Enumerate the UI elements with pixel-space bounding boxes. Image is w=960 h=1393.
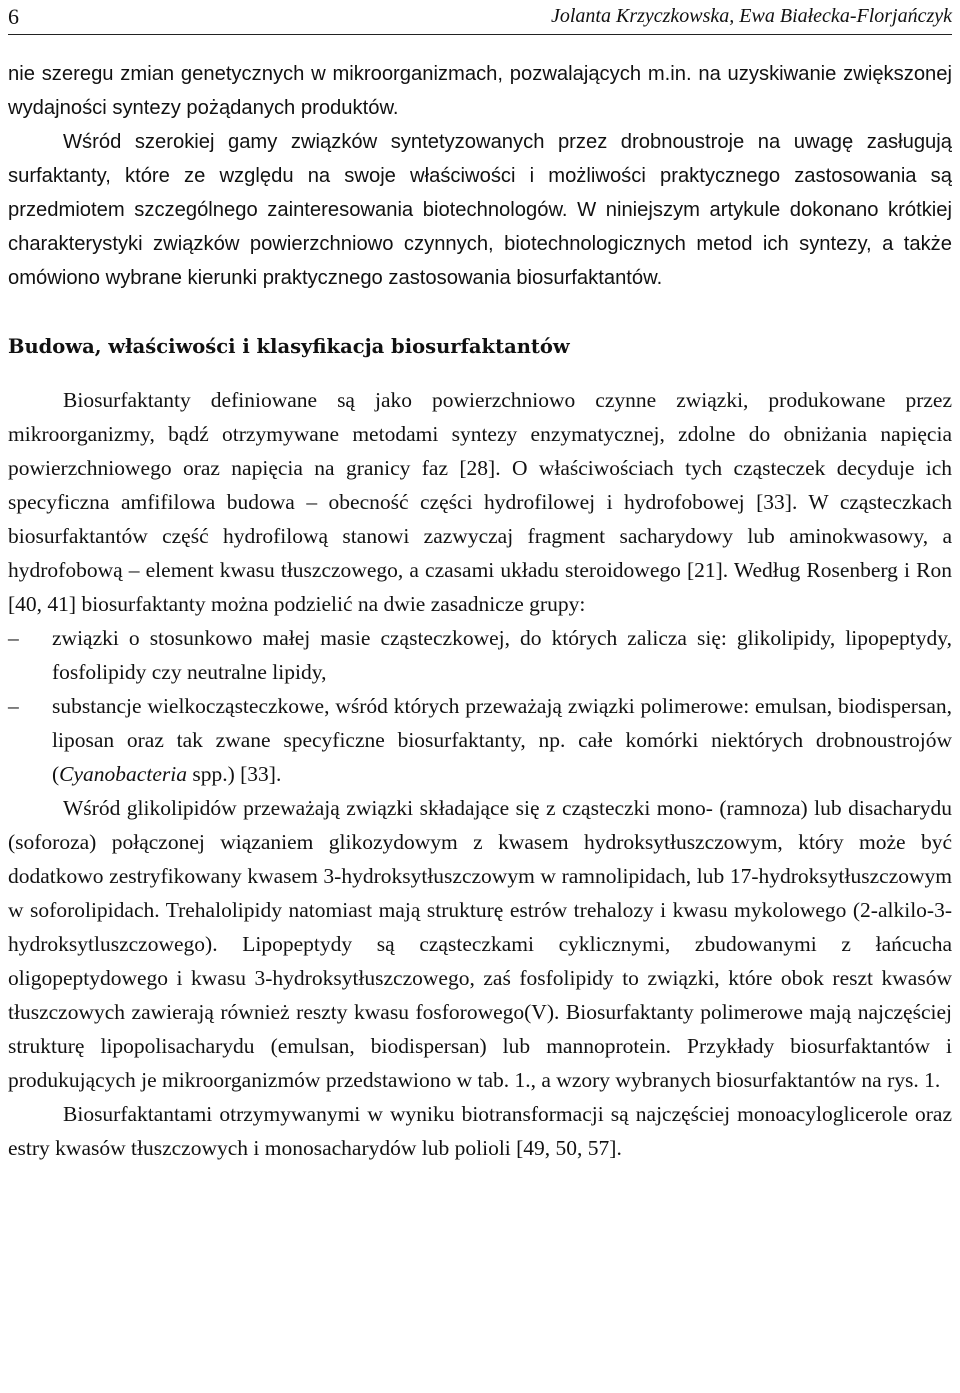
list-item: [8, 621, 952, 689]
list-dash: –: [8, 694, 19, 718]
list-item-text: substancje wielkocząsteczkowe, wśród których przeważają związki polimerowe: emulsan, biodispersan, liposan oraz tak zwane specyficzne biosurfaktanty, np. całe komórki niektórych drobnoustrojów (: [52, 694, 952, 786]
running-header-authors: Jolanta Krzyczkowska, Ewa Białecka-Florjańczyk: [550, 5, 952, 27]
section-heading: Budowa, właściwości i klasyfikacja biosurfaktantów: [8, 335, 570, 358]
species-name: Cyanobacteria: [59, 762, 187, 786]
body-paragraph-glycolipids: Wśród glikolipidów przeważają związki składające się z cząsteczki mono- (ramnoza) lub disacharydu (soforoza) połączonej wiązaniem glikozydowym z kwasem hydroksytłuszczowym, który może być dodatkowo zestryfikowany kwasem 3-hydroksytłuszczowym w ramnolipidach, lub 17-hydroksytłuszczowym w soforolipidach. Trehalolipidy natomiast mają strukturę estrów trehalozy i kwasu mykolowego (2-alkilo-3-hydroksytluszczowego). Lipopeptydy są cząsteczkami cyklicznymi, zbudowanymi z łańcucha oligopeptydowego i kwasu 3-hydroksytłuszczowego, zaś fosfolipidy to związki, które obok reszt kwasów tłuszczowych zawierają również reszty kwasu fosforowego(V). Biosurfaktanty polimerowe mają najczęściej strukturę lipopolisacharydu (emulsan, biodispersan) lub mannoprotein. Przykłady biosurfaktantów i produkujących je mikroorganizmów przedstawiono w tab. 1., a wzory wybranych biosurfaktantów na rys. 1.: [8, 796, 952, 1092]
body-paragraph-definition: Biosurfaktanty definiowane są jako powierzchniowo czynne związki, produkowane przez mikroorganizmy, bądź otrzymywane metodami syntezy enzymatycznej, zdolne do obniżania napięcia powierzchniowego oraz napięcia na granicy faz [28]. O właściwościach tych cząsteczek decyduje ich specyficzna amfifilowa budowa – obecność części hydrofilowej i hydrofobowej [33]. W cząsteczkach biosurfaktantów część hydrofilową stanowi zazwyczaj fragment sacharydowy lub aminokwasowy, a hydrofobową – element kwasu tłuszczowego, a czasami układu steroidowego [21]. Według Rosenberg i Ron [40, 41] biosurfaktanty można podzielić na dwie zasadnicze grupy:: [8, 388, 952, 616]
list-item: [8, 689, 952, 791]
intro-paragraph-1: nie szeregu zmian genetycznych w mikroorganizmach, pozwalających m.in. na uzyskiwanie zwiększonej wydajności syntezy pożądanych produktów.: [8, 63, 952, 119]
document-page: [8, 0, 952, 1165]
running-header: [8, 0, 952, 35]
group-list: [8, 621, 952, 791]
body-paragraph-biotransformation: Biosurfaktantami otrzymywanymi w wyniku biotransformacji są najczęściej monoacyloglicerole oraz estry kwasów tłuszczowych i monosacharydów lub polioli [49, 50, 57].: [8, 1102, 952, 1160]
list-item-text-end: spp.) [33].: [186, 762, 282, 786]
list-item-text: związki o stosunkowo małej masie cząsteczkowej, do których zalicza się: glikolipidy, lipopeptydy, fosfolipidy czy neutralne lipidy,: [52, 626, 952, 684]
page-number: 6: [8, 4, 19, 29]
list-dash: –: [8, 626, 19, 650]
intro-paragraph-2: Wśród szerokiej gamy związków syntetyzowanych przez drobnoustroje na uwagę zasługują surfaktanty, które ze względu na swoje właściwości i możliwości praktycznego zastosowania są przedmiotem szczególnego zainteresowania biotechnologów. W niniejszym artykule dokonano krótkiej charakterystyki związków powierzchniowo czynnych, biotechnologicznych metod ich syntezy, a także omówiono wybrane kierunki praktycznego zastosowania biosurfaktantów.: [8, 131, 952, 289]
